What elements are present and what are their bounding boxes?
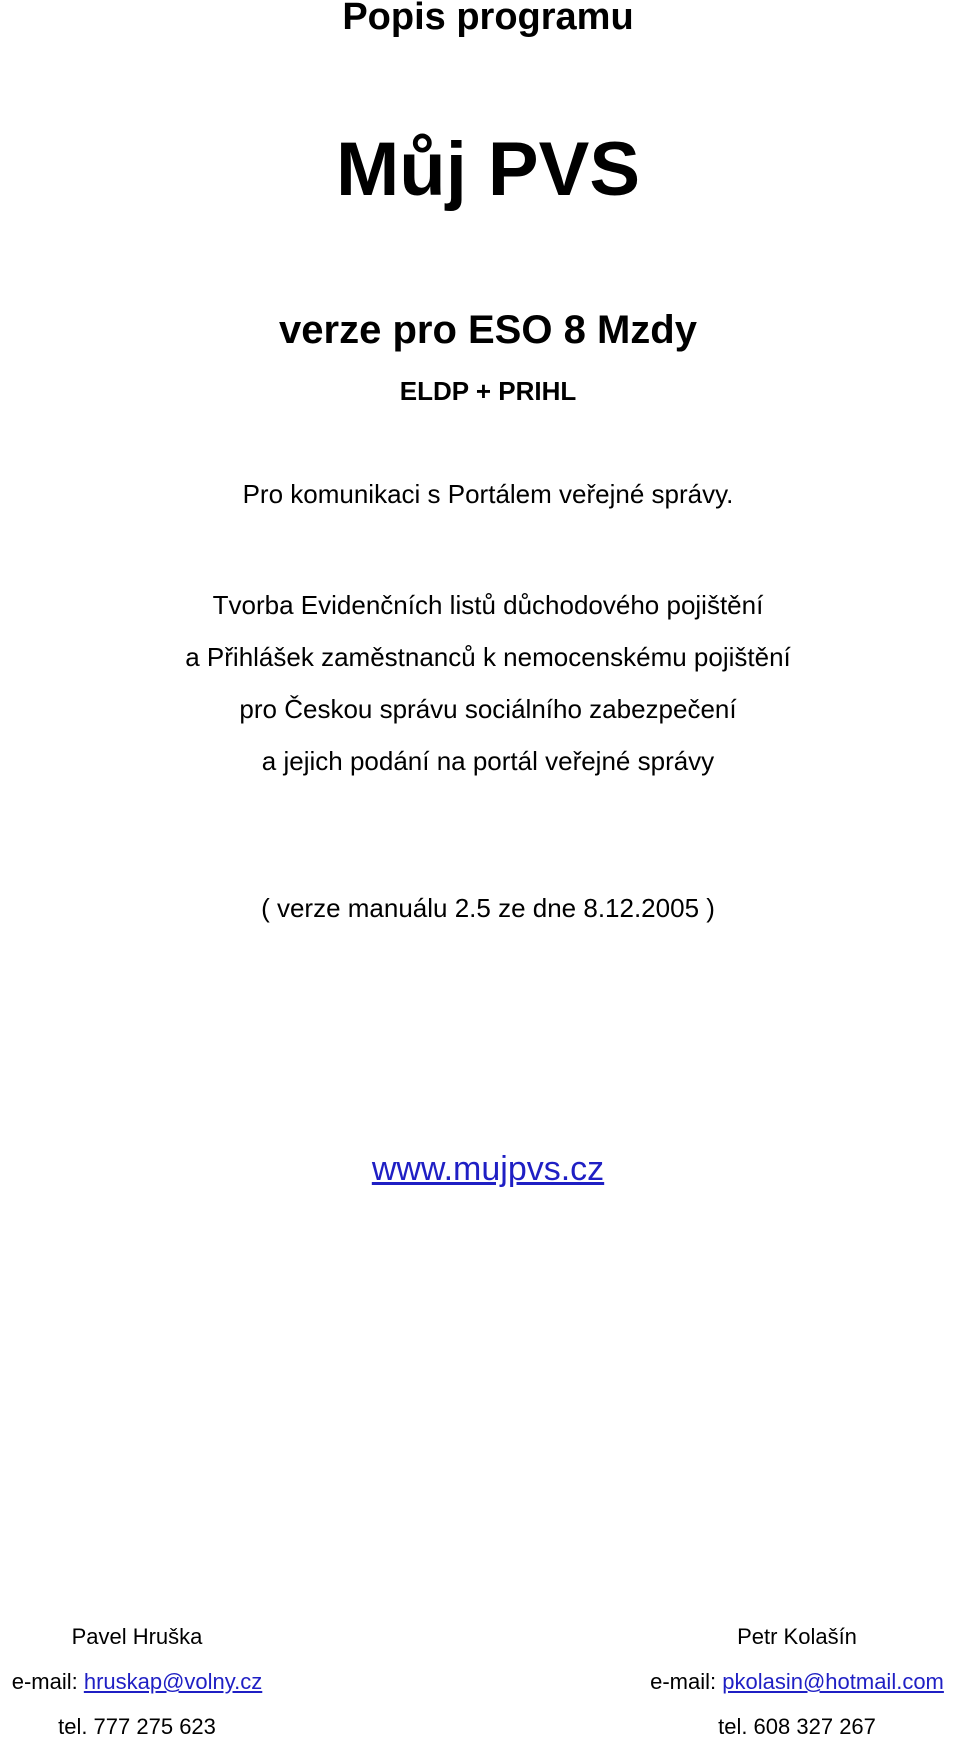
program-title: Můj PVS [335, 127, 641, 212]
email-label: e-mail: [650, 1669, 723, 1694]
contact-phone: tel. 608 327 267 [718, 1714, 876, 1739]
form-types-subtitle: ELDP + PRIHL [399, 376, 577, 406]
website-link[interactable]: www.mujpvs.cz [371, 1150, 605, 1188]
contact-petr-kolasin [636, 1614, 958, 1749]
description-line: pro Českou správu sociálního zabezpečení [239, 694, 737, 724]
manual-version: ( verze manuálu 2.5 ze dne 8.12.2005 ) [261, 893, 715, 923]
document-heading: Popis programu [342, 0, 634, 38]
version-title: verze pro ESO 8 Mzdy [279, 308, 697, 352]
purpose-text: Pro komunikaci s Portálem veřejné správy. [242, 479, 734, 509]
description-block [0, 579, 960, 787]
description-line: a jejich podání na portál veřejné správy [261, 746, 715, 776]
contact-name: Pavel Hruška [71, 1624, 203, 1649]
contact-phone: tel. 777 275 623 [58, 1714, 216, 1739]
email-link[interactable]: hruskap@volny.cz [83, 1669, 263, 1694]
contact-pavel-hruska [0, 1614, 274, 1749]
website-line [0, 1150, 960, 1189]
contact-email-row [0, 1659, 274, 1704]
contact-name: Petr Kolašín [737, 1624, 857, 1649]
contact-email-row [636, 1659, 958, 1704]
description-line: a Přihlášek zaměstnanců k nemocenskému pojištění [185, 642, 791, 672]
email-link[interactable]: pkolasin@hotmail.com [722, 1669, 944, 1694]
email-label: e-mail: [11, 1669, 84, 1694]
description-line: Tvorba Evidenčních listů důchodového pojištění [212, 590, 764, 620]
